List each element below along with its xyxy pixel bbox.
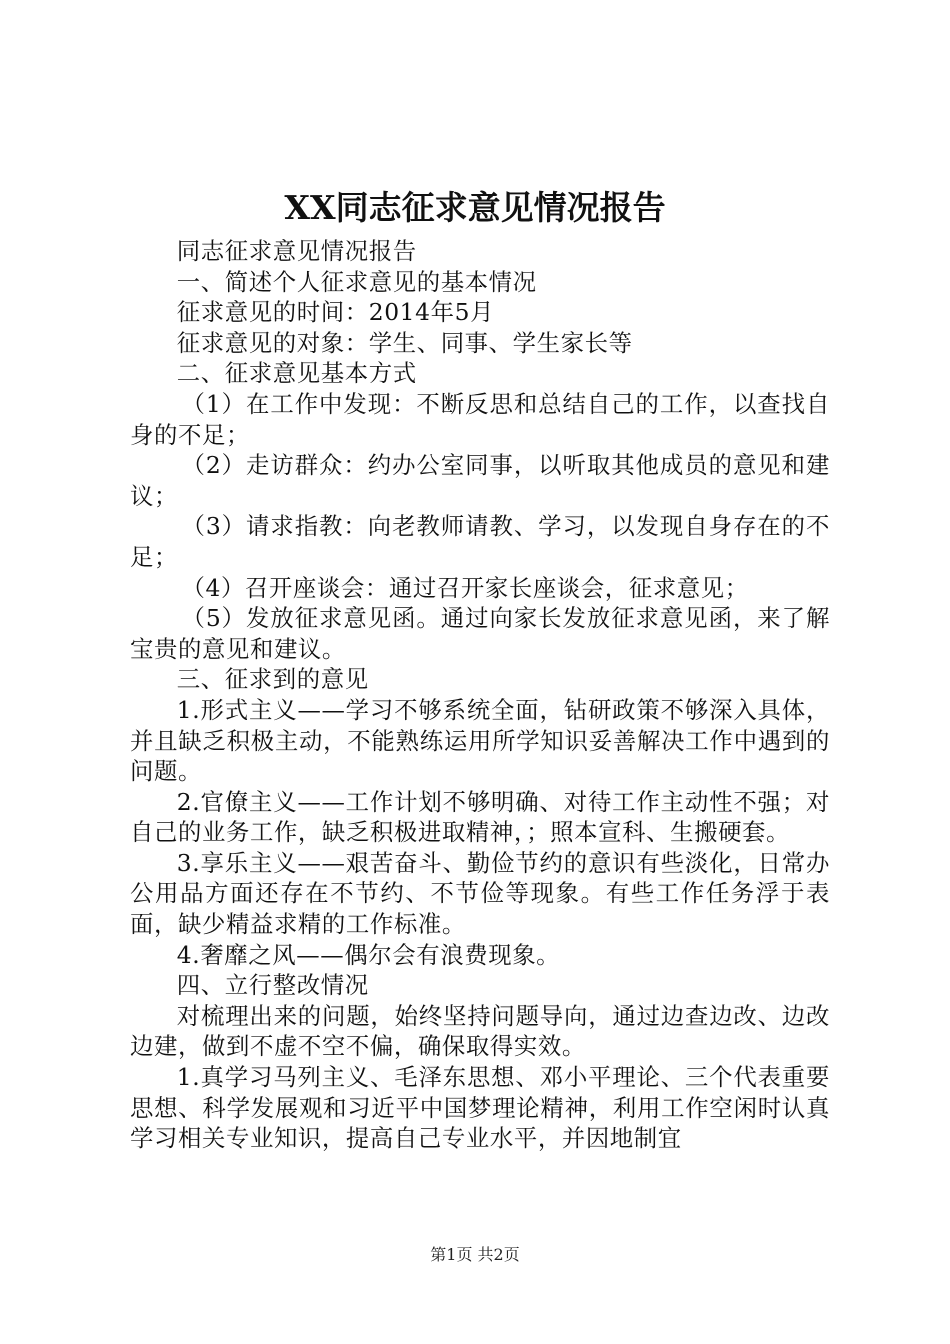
paragraph: （5）发放征求意见函。通过向家长发放征求意见函，来了解宝贵的意见和建议。: [130, 604, 830, 663]
paragraph: （4）召开座谈会：通过召开家长座谈会，征求意见；: [181, 573, 749, 602]
document-body: [130, 236, 830, 1154]
paragraph: 四、立行整改情况: [176, 971, 369, 1000]
paragraph: 征求意见的时间：2014年5月: [176, 298, 495, 327]
paragraph: （1）在工作中发现：不断反思和总结自己的工作，以查找自身的不足；: [130, 389, 830, 449]
paragraph: 1.形式主义——学习不够系统全面，钻研政策不够深入具体，并且缺乏积极主动，不能熟练运用所学知识妥善解决工作中遇到的问题。: [130, 695, 830, 786]
paragraph: （2）走访群众：约办公室同事，以听取其他成员的意见和建议；: [130, 451, 830, 510]
paragraph: 对梳理出来的问题，始终坚持问题导向，通过边查边改、边改边建，做到不虚不空不偏，确保取得实效。: [130, 1001, 830, 1061]
paragraph: 3.享乐主义——艰苦奋斗、勤俭节约的意识有些淡化，日常办公用品方面还存在不节约、不节俭等现象。有些工作任务浮于表面，缺少精益求精的工作标准。: [130, 848, 830, 939]
paragraph: 一、简述个人征求意见的基本情况: [176, 267, 537, 296]
paragraph: （3）请求指教：向老教师请教、学习，以发现自身存在的不足；: [130, 512, 830, 571]
page-footer: 第1页 共2页: [430, 1245, 520, 1264]
paragraph: 1.真学习马列主义、毛泽东思想、邓小平理论、三个代表重要思想、科学发展观和习近平中国梦理论精神，利用工作空闲时认真学习相关专业知识，提高自己专业水平，并因地制宜: [130, 1063, 830, 1153]
paragraph: 三、征求到的意见: [176, 665, 369, 694]
paragraph: 征求意见的对象：学生、同事、学生家长等: [176, 328, 633, 357]
paragraph: 二、征求意见基本方式: [176, 359, 417, 388]
document-title: XX同志征求意见情况报告: [284, 188, 666, 227]
paragraph: 同志征求意见情况报告: [176, 237, 417, 265]
paragraph: 2.官僚主义——工作计划不够明确、对待工作主动性不强；对自己的业务工作，缺乏积极进取精神，；照本宣科、生搬硬套。: [130, 787, 830, 847]
paragraph: 4.奢靡之风——偶尔会有浪费现象。: [176, 940, 561, 969]
